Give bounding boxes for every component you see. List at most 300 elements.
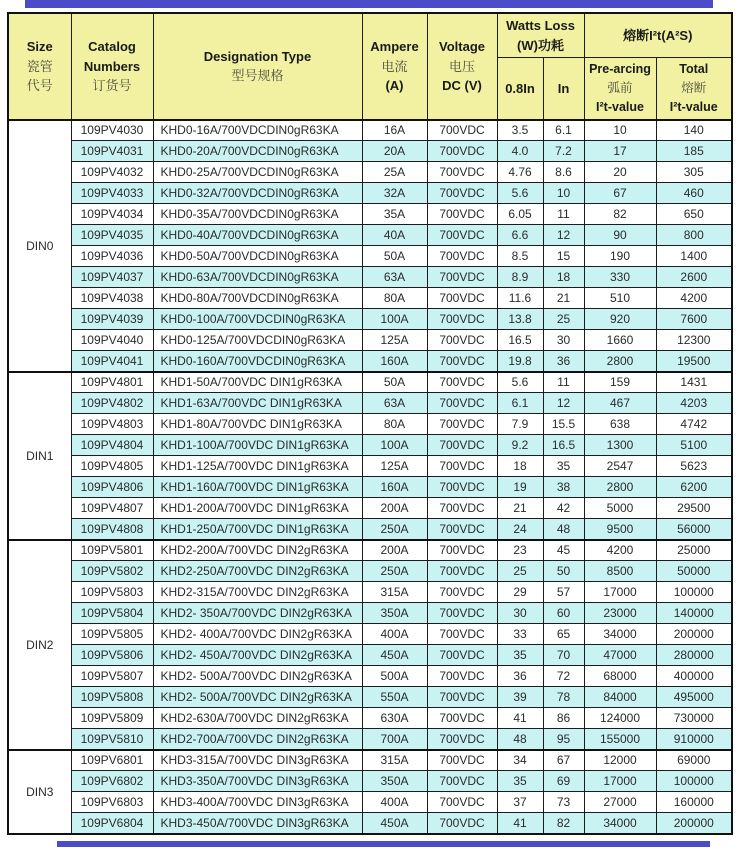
table-row — [8, 204, 732, 225]
voltage-cell: 700VDC — [427, 456, 497, 477]
watts-loss-in-cell: 69 — [543, 771, 584, 792]
voltage-cell: 700VDC — [427, 162, 497, 183]
watts-loss-0.8in-cell: 35 — [497, 771, 543, 792]
watts-loss-0.8in-cell: 30 — [497, 603, 543, 624]
prearcing-i2t-cell: 12000 — [584, 750, 656, 771]
header-size-en: Size — [26, 39, 53, 54]
voltage-cell: 700VDC — [427, 792, 497, 813]
header-prearcing — [584, 58, 656, 120]
watts-loss-in-cell: 6.1 — [543, 120, 584, 141]
header-ampere-cn: 电流 — [381, 58, 408, 74]
top-accent-bar — [25, 0, 713, 8]
watts-loss-in-cell: 35 — [543, 456, 584, 477]
voltage-cell: 700VDC — [427, 309, 497, 330]
ampere-cell: 250A — [362, 561, 427, 582]
voltage-cell: 700VDC — [427, 288, 497, 309]
watts-loss-0.8in-cell: 8.5 — [497, 246, 543, 267]
catalog-number-cell: 109PV5801 — [71, 540, 153, 561]
ampere-cell: 80A — [362, 288, 427, 309]
total-i2t-cell: 185 — [656, 141, 732, 162]
table-row — [8, 750, 732, 771]
prearcing-i2t-cell: 27000 — [584, 792, 656, 813]
catalog-number-cell: 109PV4039 — [71, 309, 153, 330]
prearcing-i2t-cell: 10 — [584, 120, 656, 141]
bottom-accent-bar — [57, 841, 710, 847]
catalog-number-cell: 109PV4033 — [71, 183, 153, 204]
designation-cell: KHD1-50A/700VDC DIN1gR63KA — [153, 372, 362, 393]
watts-loss-0.8in-cell: 18 — [497, 456, 543, 477]
ampere-cell: 63A — [362, 267, 427, 288]
prearcing-i2t-cell: 82 — [584, 204, 656, 225]
catalog-number-cell: 109PV4806 — [71, 477, 153, 498]
total-i2t-cell: 29500 — [656, 498, 732, 519]
watts-loss-in-cell: 42 — [543, 498, 584, 519]
designation-cell: KHD2- 400A/700VDC DIN2gR63KA — [153, 624, 362, 645]
ampere-cell: 350A — [362, 771, 427, 792]
ampere-cell: 100A — [362, 309, 427, 330]
designation-cell: KHD3-350A/700VDC DIN3gR63KA — [153, 771, 362, 792]
header-size — [8, 13, 71, 120]
header-designation — [153, 13, 362, 120]
ampere-cell: 20A — [362, 141, 427, 162]
catalog-number-cell: 109PV6804 — [71, 813, 153, 834]
catalog-number-cell: 109PV4037 — [71, 267, 153, 288]
ampere-cell: 25A — [362, 162, 427, 183]
ampere-cell: 450A — [362, 645, 427, 666]
voltage-cell: 700VDC — [427, 351, 497, 372]
watts-loss-in-cell: 12 — [543, 225, 584, 246]
prearcing-i2t-cell: 4200 — [584, 540, 656, 561]
ampere-cell: 315A — [362, 750, 427, 771]
catalog-number-cell: 109PV6801 — [71, 750, 153, 771]
watts-loss-0.8in-cell: 23 — [497, 540, 543, 561]
header-watts-0.8in — [497, 58, 543, 120]
designation-cell: KHD0-160A/700VDCDIN0gR63KA — [153, 351, 362, 372]
watts-loss-0.8in-cell: 19.8 — [497, 351, 543, 372]
catalog-number-cell: 109PV5808 — [71, 687, 153, 708]
ampere-cell: 500A — [362, 666, 427, 687]
ampere-cell: 35A — [362, 204, 427, 225]
watts-loss-in-cell: 18 — [543, 267, 584, 288]
watts-loss-0.8in-cell: 6.05 — [497, 204, 543, 225]
table-row — [8, 771, 732, 792]
designation-cell: KHD2- 450A/700VDC DIN2gR63KA — [153, 645, 362, 666]
watts-loss-in-cell: 15 — [543, 246, 584, 267]
total-i2t-cell: 650 — [656, 204, 732, 225]
total-i2t-cell: 19500 — [656, 351, 732, 372]
ampere-cell: 125A — [362, 330, 427, 351]
header-size-cn1: 瓷管 — [26, 58, 53, 74]
header-catalog-cn: 订货号 — [92, 78, 132, 93]
designation-cell: KHD1-125A/700VDC DIN1gR63KA — [153, 456, 362, 477]
total-i2t-cell: 2600 — [656, 267, 732, 288]
table-row — [8, 162, 732, 183]
header-total — [656, 58, 732, 120]
table-header — [8, 13, 732, 120]
table-row — [8, 225, 732, 246]
voltage-cell: 700VDC — [427, 687, 497, 708]
watts-loss-0.8in-cell: 24 — [497, 519, 543, 540]
voltage-cell: 700VDC — [427, 435, 497, 456]
total-i2t-cell: 460 — [656, 183, 732, 204]
header-i2t-label: 熔断I²t(A²S) — [623, 27, 693, 43]
watts-loss-in-cell: 45 — [543, 540, 584, 561]
watts-loss-in-cell: 21 — [543, 288, 584, 309]
voltage-cell: 700VDC — [427, 183, 497, 204]
designation-cell: KHD3-400A/700VDC DIN3gR63KA — [153, 792, 362, 813]
total-i2t-cell: 6200 — [656, 477, 732, 498]
prearcing-i2t-cell: 124000 — [584, 708, 656, 729]
table-row — [8, 309, 732, 330]
header-i2t-group — [584, 13, 732, 58]
header-ampere-en: Ampere — [370, 39, 419, 54]
table-row — [8, 582, 732, 603]
table-row — [8, 351, 732, 372]
prearcing-i2t-cell: 8500 — [584, 561, 656, 582]
prearcing-i2t-cell: 9500 — [584, 519, 656, 540]
total-i2t-cell: 140000 — [656, 603, 732, 624]
watts-loss-in-cell: 48 — [543, 519, 584, 540]
watts-loss-0.8in-cell: 11.6 — [497, 288, 543, 309]
ampere-cell: 700A — [362, 729, 427, 750]
total-i2t-cell: 730000 — [656, 708, 732, 729]
watts-loss-in-cell: 57 — [543, 582, 584, 603]
total-i2t-cell: 305 — [656, 162, 732, 183]
watts-loss-0.8in-cell: 6.6 — [497, 225, 543, 246]
voltage-cell: 700VDC — [427, 729, 497, 750]
table-row — [8, 645, 732, 666]
watts-loss-0.8in-cell: 5.6 — [497, 372, 543, 393]
header-catalog — [71, 13, 153, 120]
catalog-number-cell: 109PV4805 — [71, 456, 153, 477]
prearcing-i2t-cell: 2800 — [584, 477, 656, 498]
watts-loss-in-cell: 60 — [543, 603, 584, 624]
total-i2t-cell: 56000 — [656, 519, 732, 540]
table-row — [8, 288, 732, 309]
voltage-cell: 700VDC — [427, 771, 497, 792]
watts-loss-in-cell: 86 — [543, 708, 584, 729]
table-row — [8, 708, 732, 729]
catalog-number-cell: 109PV5806 — [71, 645, 153, 666]
watts-loss-0.8in-cell: 4.76 — [497, 162, 543, 183]
header-ampere — [362, 13, 427, 120]
designation-cell: KHD2-200A/700VDC DIN2gR63KA — [153, 540, 362, 561]
header-voltage-cn: 电压 — [448, 58, 475, 74]
watts-loss-in-cell: 78 — [543, 687, 584, 708]
ampere-cell: 80A — [362, 414, 427, 435]
ampere-cell: 400A — [362, 792, 427, 813]
header-catalog-en1: Catalog — [88, 39, 136, 54]
ampere-cell: 50A — [362, 372, 427, 393]
table-row — [8, 456, 732, 477]
header-voltage-en: Voltage — [439, 39, 485, 54]
header-size-cn2: 代号 — [26, 78, 53, 93]
designation-cell: KHD3-315A/700VDC DIN3gR63KA — [153, 750, 362, 771]
designation-cell: KHD0-125A/700VDCDIN0gR63KA — [153, 330, 362, 351]
watts-loss-0.8in-cell: 16.5 — [497, 330, 543, 351]
size-group-cell: DIN2 — [8, 540, 71, 750]
watts-loss-in-cell: 16.5 — [543, 435, 584, 456]
catalog-number-cell: 109PV6802 — [71, 771, 153, 792]
watts-loss-0.8in-cell: 25 — [497, 561, 543, 582]
prearcing-i2t-cell: 84000 — [584, 687, 656, 708]
watts-loss-0.8in-cell: 7.9 — [497, 414, 543, 435]
table-row — [8, 792, 732, 813]
ampere-cell: 16A — [362, 120, 427, 141]
prearcing-i2t-cell: 17000 — [584, 771, 656, 792]
watts-loss-0.8in-cell: 6.1 — [497, 393, 543, 414]
prearcing-i2t-cell: 2547 — [584, 456, 656, 477]
total-i2t-cell: 25000 — [656, 540, 732, 561]
designation-cell: KHD2-630A/700VDC DIN2gR63KA — [153, 708, 362, 729]
header-in-label: In — [557, 80, 570, 96]
prearcing-i2t-cell: 67 — [584, 183, 656, 204]
voltage-cell: 700VDC — [427, 750, 497, 771]
header-watts-en: Watts Loss — [506, 18, 575, 33]
size-group-cell: DIN1 — [8, 372, 71, 540]
total-i2t-cell: 12300 — [656, 330, 732, 351]
watts-loss-0.8in-cell: 39 — [497, 687, 543, 708]
watts-loss-in-cell: 67 — [543, 750, 584, 771]
table-row — [8, 540, 732, 561]
catalog-number-cell: 109PV4038 — [71, 288, 153, 309]
catalog-number-cell: 109PV4804 — [71, 435, 153, 456]
voltage-cell: 700VDC — [427, 645, 497, 666]
designation-cell: KHD0-32A/700VDCDIN0gR63KA — [153, 183, 362, 204]
watts-loss-in-cell: 11 — [543, 204, 584, 225]
total-i2t-cell: 5100 — [656, 435, 732, 456]
watts-loss-in-cell: 12 — [543, 393, 584, 414]
catalog-number-cell: 109PV4803 — [71, 414, 153, 435]
catalog-number-cell: 109PV5810 — [71, 729, 153, 750]
watts-loss-0.8in-cell: 35 — [497, 645, 543, 666]
voltage-cell: 700VDC — [427, 624, 497, 645]
total-i2t-cell: 280000 — [656, 645, 732, 666]
watts-loss-0.8in-cell: 29 — [497, 582, 543, 603]
catalog-number-cell: 109PV5807 — [71, 666, 153, 687]
ampere-cell: 160A — [362, 351, 427, 372]
designation-cell: KHD2-700A/700VDC DIN2gR63KA — [153, 729, 362, 750]
table-row — [8, 267, 732, 288]
designation-cell: KHD3-450A/700VDC DIN3gR63KA — [153, 813, 362, 834]
watts-loss-0.8in-cell: 3.5 — [497, 120, 543, 141]
designation-cell: KHD1-63A/700VDC DIN1gR63KA — [153, 393, 362, 414]
watts-loss-0.8in-cell: 41 — [497, 813, 543, 834]
designation-cell: KHD0-20A/700VDCDIN0gR63KA — [153, 141, 362, 162]
prearcing-i2t-cell: 190 — [584, 246, 656, 267]
ampere-cell: 630A — [362, 708, 427, 729]
total-i2t-cell: 200000 — [656, 813, 732, 834]
total-i2t-cell: 140 — [656, 120, 732, 141]
designation-cell: KHD0-63A/700VDCDIN0gR63KA — [153, 267, 362, 288]
header-designation-en: Designation Type — [203, 48, 312, 64]
prearcing-i2t-cell: 1660 — [584, 330, 656, 351]
total-i2t-cell: 4200 — [656, 288, 732, 309]
watts-loss-in-cell: 70 — [543, 645, 584, 666]
ampere-cell: 200A — [362, 540, 427, 561]
total-i2t-cell: 910000 — [656, 729, 732, 750]
prearcing-i2t-cell: 638 — [584, 414, 656, 435]
watts-loss-in-cell: 8.6 — [543, 162, 584, 183]
prearcing-i2t-cell: 510 — [584, 288, 656, 309]
designation-cell: KHD2- 500A/700VDC DIN2gR63KA — [153, 666, 362, 687]
fuse-spec-table — [7, 12, 733, 835]
voltage-cell: 700VDC — [427, 582, 497, 603]
watts-loss-0.8in-cell: 33 — [497, 624, 543, 645]
catalog-number-cell: 109PV4807 — [71, 498, 153, 519]
prearcing-i2t-cell: 34000 — [584, 813, 656, 834]
prearcing-i2t-cell: 17000 — [584, 582, 656, 603]
catalog-number-cell: 109PV4801 — [71, 372, 153, 393]
watts-loss-in-cell: 95 — [543, 729, 584, 750]
designation-cell: KHD2- 350A/700VDC DIN2gR63KA — [153, 603, 362, 624]
catalog-number-cell: 109PV4030 — [71, 120, 153, 141]
designation-cell: KHD1-80A/700VDC DIN1gR63KA — [153, 414, 362, 435]
table-row — [8, 435, 732, 456]
prearcing-i2t-cell: 159 — [584, 372, 656, 393]
catalog-number-cell: 109PV6803 — [71, 792, 153, 813]
designation-cell: KHD2- 500A/700VDC DIN2gR63KA — [153, 687, 362, 708]
watts-loss-0.8in-cell: 36 — [497, 666, 543, 687]
prearcing-i2t-cell: 5000 — [584, 498, 656, 519]
watts-loss-in-cell: 65 — [543, 624, 584, 645]
watts-loss-0.8in-cell: 34 — [497, 750, 543, 771]
watts-loss-in-cell: 30 — [543, 330, 584, 351]
table-row — [8, 141, 732, 162]
catalog-number-cell: 109PV4040 — [71, 330, 153, 351]
catalog-number-cell: 109PV4041 — [71, 351, 153, 372]
table-row — [8, 813, 732, 834]
catalog-number-cell: 109PV4808 — [71, 519, 153, 540]
prearcing-i2t-cell: 330 — [584, 267, 656, 288]
designation-cell: KHD0-50A/700VDCDIN0gR63KA — [153, 246, 362, 267]
header-catalog-en2: Numbers — [83, 58, 141, 74]
watts-loss-in-cell: 50 — [543, 561, 584, 582]
total-i2t-cell: 200000 — [656, 624, 732, 645]
ampere-cell: 450A — [362, 813, 427, 834]
ampere-cell: 315A — [362, 582, 427, 603]
header-0.8in-label: 0.8In — [505, 80, 535, 96]
table-row — [8, 183, 732, 204]
total-i2t-cell: 5623 — [656, 456, 732, 477]
ampere-cell: 350A — [362, 603, 427, 624]
catalog-number-cell: 109PV4802 — [71, 393, 153, 414]
ampere-cell: 32A — [362, 183, 427, 204]
watts-loss-in-cell: 82 — [543, 813, 584, 834]
watts-loss-in-cell: 10 — [543, 183, 584, 204]
designation-cell: KHD1-100A/700VDC DIN1gR63KA — [153, 435, 362, 456]
watts-loss-in-cell: 73 — [543, 792, 584, 813]
designation-cell: KHD0-100A/700VDCDIN0gR63KA — [153, 309, 362, 330]
prearcing-i2t-cell: 34000 — [584, 624, 656, 645]
voltage-cell: 700VDC — [427, 666, 497, 687]
watts-loss-0.8in-cell: 21 — [497, 498, 543, 519]
catalog-number-cell: 109PV5809 — [71, 708, 153, 729]
watts-loss-0.8in-cell: 13.8 — [497, 309, 543, 330]
watts-loss-0.8in-cell: 19 — [497, 477, 543, 498]
catalog-number-cell: 109PV5805 — [71, 624, 153, 645]
voltage-cell: 700VDC — [427, 204, 497, 225]
watts-loss-in-cell: 7.2 — [543, 141, 584, 162]
watts-loss-0.8in-cell: 48 — [497, 729, 543, 750]
catalog-number-cell: 109PV4031 — [71, 141, 153, 162]
voltage-cell: 700VDC — [427, 141, 497, 162]
ampere-cell: 550A — [362, 687, 427, 708]
designation-cell: KHD0-25A/700VDCDIN0gR63KA — [153, 162, 362, 183]
header-watts-loss-group — [497, 13, 584, 58]
ampere-cell: 125A — [362, 456, 427, 477]
catalog-number-cell: 109PV5803 — [71, 582, 153, 603]
voltage-cell: 700VDC — [427, 372, 497, 393]
table-row — [8, 687, 732, 708]
catalog-number-cell: 109PV4034 — [71, 204, 153, 225]
watts-loss-in-cell: 72 — [543, 666, 584, 687]
voltage-cell: 700VDC — [427, 540, 497, 561]
designation-cell: KHD0-80A/700VDCDIN0gR63KA — [153, 288, 362, 309]
voltage-cell: 700VDC — [427, 519, 497, 540]
prearcing-i2t-cell: 90 — [584, 225, 656, 246]
header-ampere-unit: (A) — [385, 78, 404, 93]
header-total-cn: 熔断 — [681, 80, 707, 95]
table-row — [8, 519, 732, 540]
total-i2t-cell: 4203 — [656, 393, 732, 414]
table-row — [8, 330, 732, 351]
prearcing-i2t-cell: 20 — [584, 162, 656, 183]
table-row — [8, 561, 732, 582]
ampere-cell: 160A — [362, 477, 427, 498]
voltage-cell: 700VDC — [427, 393, 497, 414]
voltage-cell: 700VDC — [427, 813, 497, 834]
voltage-cell: 700VDC — [427, 246, 497, 267]
total-i2t-cell: 69000 — [656, 750, 732, 771]
ampere-cell: 250A — [362, 519, 427, 540]
voltage-cell: 700VDC — [427, 225, 497, 246]
catalog-number-cell: 109PV4035 — [71, 225, 153, 246]
table-row — [8, 372, 732, 393]
prearcing-i2t-cell: 467 — [584, 393, 656, 414]
voltage-cell: 700VDC — [427, 330, 497, 351]
table-body — [8, 120, 732, 834]
prearcing-i2t-cell: 1300 — [584, 435, 656, 456]
voltage-cell: 700VDC — [427, 498, 497, 519]
table-row — [8, 498, 732, 519]
voltage-cell: 700VDC — [427, 561, 497, 582]
total-i2t-cell: 7600 — [656, 309, 732, 330]
table-row — [8, 477, 732, 498]
voltage-cell: 700VDC — [427, 120, 497, 141]
table-row — [8, 666, 732, 687]
voltage-cell: 700VDC — [427, 708, 497, 729]
table-row — [8, 414, 732, 435]
table-row — [8, 603, 732, 624]
header-prearcing-i2t: I²t-value — [596, 99, 644, 114]
header-prearcing-cn: 弧前 — [607, 80, 633, 95]
ampere-cell: 50A — [362, 246, 427, 267]
voltage-cell: 700VDC — [427, 267, 497, 288]
catalog-number-cell: 109PV4032 — [71, 162, 153, 183]
total-i2t-cell: 100000 — [656, 582, 732, 603]
header-designation-cn: 型号规格 — [231, 68, 284, 84]
table-row — [8, 624, 732, 645]
catalog-number-cell: 109PV5802 — [71, 561, 153, 582]
designation-cell: KHD0-35A/700VDCDIN0gR63KA — [153, 204, 362, 225]
watts-loss-in-cell: 11 — [543, 372, 584, 393]
prearcing-i2t-cell: 920 — [584, 309, 656, 330]
prearcing-i2t-cell: 2800 — [584, 351, 656, 372]
voltage-cell: 700VDC — [427, 603, 497, 624]
total-i2t-cell: 160000 — [656, 792, 732, 813]
watts-loss-in-cell: 25 — [543, 309, 584, 330]
